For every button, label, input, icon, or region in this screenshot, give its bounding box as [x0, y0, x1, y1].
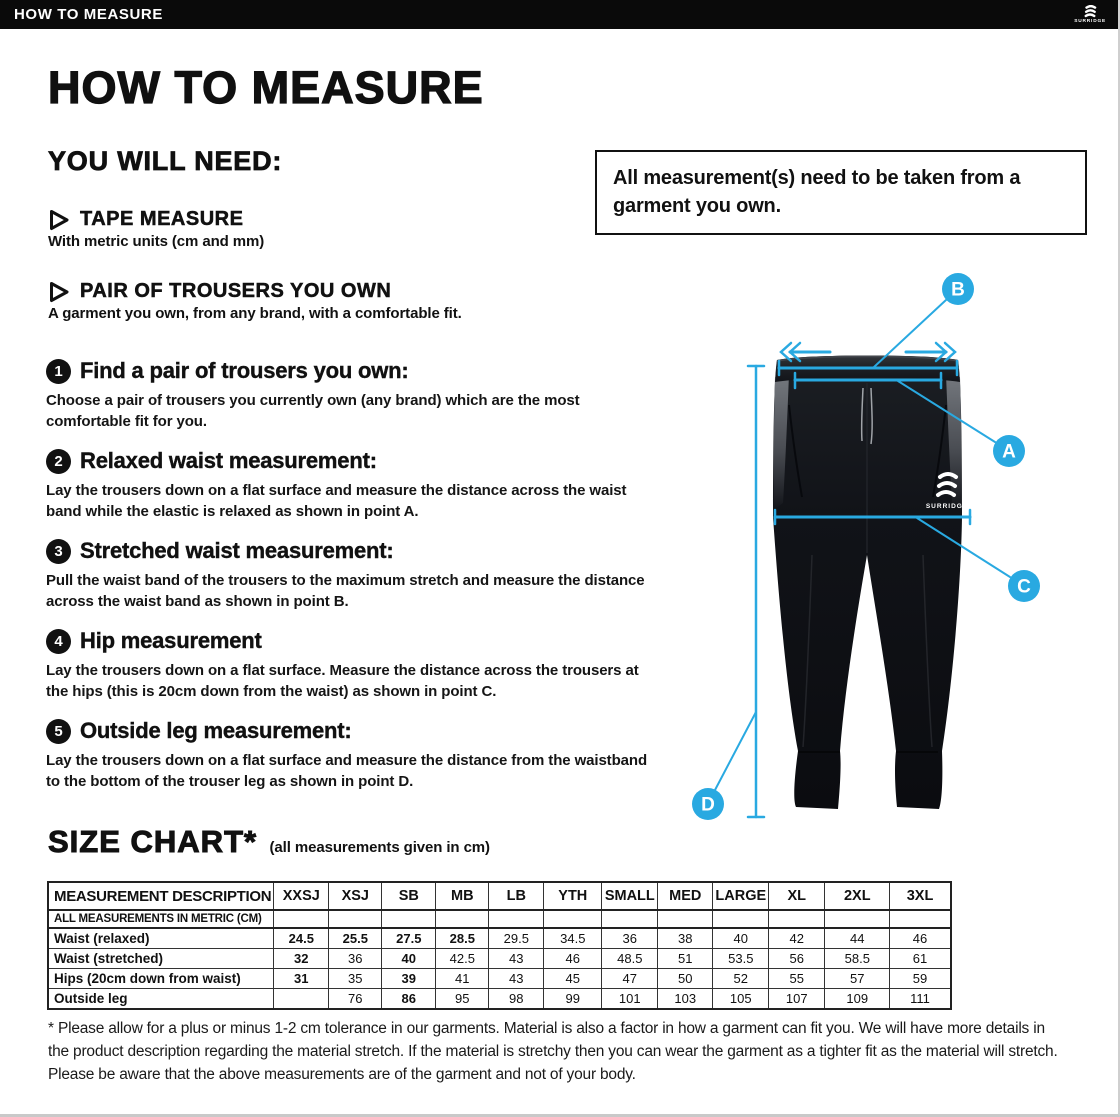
measurement-row-label: ALL MEASUREMENTS IN METRIC (CM): [48, 910, 274, 928]
size-column-header: SB: [382, 882, 436, 910]
size-chart-row: [48, 989, 951, 1010]
size-value-cell: 52: [713, 969, 769, 989]
size-value-cell: 45: [544, 969, 602, 989]
marker-a: [993, 435, 1025, 467]
measurement-row-label: Waist (stretched): [48, 949, 274, 969]
svg-text:A: A: [1002, 441, 1016, 463]
page-title: HOW TO MEASURE: [48, 62, 484, 113]
size-value-cell: 76: [329, 989, 382, 1010]
step-2: [46, 448, 658, 522]
measurement-row-label: Outside leg: [48, 989, 274, 1010]
step-title: Outside leg measurement:: [80, 718, 352, 743]
step-number-badge: 1: [46, 359, 71, 384]
size-value-cell: [544, 910, 602, 928]
size-value-cell: 43: [489, 969, 544, 989]
size-value-cell: 32: [274, 949, 329, 969]
step-body: Pull the waist band of the trousers to the maximum stretch and measure the distance across the waist band as shown in point B.: [46, 572, 645, 610]
size-value-cell: [658, 910, 713, 928]
need-item-label: TAPE MEASURE: [80, 208, 244, 230]
step-title: Hip measurement: [80, 628, 262, 653]
triangle-bullet-icon: [48, 281, 70, 303]
size-column-header: 2XL: [825, 882, 890, 910]
size-value-cell: 28.5: [436, 928, 489, 949]
step-number-badge: 2: [46, 449, 71, 474]
size-column-header: MB: [436, 882, 489, 910]
need-item-desc: A garment you own, from any brand, with a comfortable fit.: [48, 305, 462, 322]
size-value-cell: 42: [769, 928, 825, 949]
surridge-logo-text: SURRIDGE: [1074, 19, 1106, 24]
size-value-cell: 107: [769, 989, 825, 1010]
tolerance-footnote: * Please allow for a plus or minus 1-2 cm tolerance in our garments. Material is also a factor in how a garment can fit you. We will have more details in the product description regarding the material stretch. If the material is stretchy then you can wear the garment as a tighter fit as the material will stretch. Please be aware that the above measurements are of the garment and not of your body.: [48, 1020, 1058, 1083]
size-chart-header-row: [48, 882, 951, 910]
size-column-header: LB: [489, 882, 544, 910]
size-value-cell: 43: [489, 949, 544, 969]
garment-logo-text: SURRIDGE: [925, 503, 969, 510]
marker-b: [942, 273, 974, 305]
size-column-header: YTH: [544, 882, 602, 910]
size-value-cell: 59: [890, 969, 951, 989]
size-value-cell: 47: [602, 969, 658, 989]
size-value-cell: 46: [890, 928, 951, 949]
size-value-cell: 61: [890, 949, 951, 969]
triangle-bullet-icon: [48, 209, 70, 231]
size-value-cell: 40: [713, 928, 769, 949]
svg-text:C: C: [1017, 576, 1031, 598]
size-value-cell: 101: [602, 989, 658, 1010]
measurement-row-label: Waist (relaxed): [48, 928, 274, 949]
size-value-cell: 27.5: [382, 928, 436, 949]
top-bar: [0, 0, 1118, 29]
size-value-cell: 56: [769, 949, 825, 969]
size-value-cell: 34.5: [544, 928, 602, 949]
size-value-cell: [602, 910, 658, 928]
step-number-badge: 3: [46, 539, 71, 564]
size-value-cell: 111: [890, 989, 951, 1010]
window-title: HOW TO MEASURE: [14, 6, 163, 23]
need-item-desc: With metric units (cm and mm): [48, 233, 265, 250]
step-5: [46, 718, 658, 792]
size-value-cell: 53.5: [713, 949, 769, 969]
size-value-cell: 51: [658, 949, 713, 969]
trousers-image: [773, 356, 968, 810]
size-value-cell: [713, 910, 769, 928]
size-value-cell: [274, 989, 329, 1010]
marker-c: [1008, 570, 1040, 602]
size-chart-table: [47, 881, 952, 1010]
size-value-cell: 42.5: [436, 949, 489, 969]
size-chart-title: SIZE CHART*: [48, 824, 258, 859]
size-chart-subtitle: (all measurements given in cm): [269, 839, 490, 856]
size-value-cell: 50: [658, 969, 713, 989]
marker-d: [692, 788, 724, 820]
size-value-cell: 99: [544, 989, 602, 1010]
size-value-cell: 41: [436, 969, 489, 989]
step-1: [46, 358, 658, 432]
size-value-cell: 36: [329, 949, 382, 969]
size-value-cell: 44: [825, 928, 890, 949]
size-chart-row: [48, 910, 951, 928]
size-value-cell: 46: [544, 949, 602, 969]
size-chart-row: [48, 969, 951, 989]
step-body: Lay the trousers down on a flat surface. Measure the distance across the trousers at the hips (this is 20cm down from the waist) as shown in point C.: [46, 662, 639, 700]
size-value-cell: 57: [825, 969, 890, 989]
size-column-header: 3XL: [890, 882, 951, 910]
size-value-cell: 109: [825, 989, 890, 1010]
need-item-trousers: [48, 280, 648, 322]
size-value-cell: 95: [436, 989, 489, 1010]
step-title: Relaxed waist measurement:: [80, 448, 377, 473]
size-value-cell: 40: [382, 949, 436, 969]
trousers-diagram: [690, 255, 1060, 850]
size-value-cell: 24.5: [274, 928, 329, 949]
size-value-cell: [382, 910, 436, 928]
size-value-cell: 29.5: [489, 928, 544, 949]
size-value-cell: 31: [274, 969, 329, 989]
size-value-cell: [890, 910, 951, 928]
surridge-logo-icon: [1082, 5, 1099, 18]
svg-text:D: D: [701, 794, 715, 816]
size-value-cell: 39: [382, 969, 436, 989]
need-item-tape-measure: [48, 208, 648, 250]
you-will-need-title: YOU WILL NEED:: [48, 146, 283, 176]
size-value-cell: 103: [658, 989, 713, 1010]
step-4: [46, 628, 658, 702]
need-item-label: PAIR OF TROUSERS YOU OWN: [80, 280, 392, 302]
measurement-note-box: All measurement(s) need to be taken from a garment you own.: [595, 150, 1087, 235]
size-value-cell: [769, 910, 825, 928]
size-value-cell: [489, 910, 544, 928]
size-value-cell: 86: [382, 989, 436, 1010]
size-value-cell: 48.5: [602, 949, 658, 969]
size-column-header: MED: [658, 882, 713, 910]
size-value-cell: 38: [658, 928, 713, 949]
size-chart-row: [48, 949, 951, 969]
size-value-cell: [825, 910, 890, 928]
step-number-badge: 4: [46, 629, 71, 654]
size-column-header: XXSJ: [274, 882, 329, 910]
size-value-cell: 36: [602, 928, 658, 949]
size-value-cell: 98: [489, 989, 544, 1010]
size-value-cell: [436, 910, 489, 928]
size-value-cell: 105: [713, 989, 769, 1010]
step-3: [46, 538, 658, 612]
svg-text:B: B: [951, 279, 965, 301]
size-chart-heading: [48, 824, 490, 860]
measurement-row-label: Hips (20cm down from waist): [48, 969, 274, 989]
size-value-cell: 55: [769, 969, 825, 989]
step-title: Stretched waist measurement:: [80, 538, 394, 563]
step-number-badge: 5: [46, 719, 71, 744]
size-value-cell: [274, 910, 329, 928]
step-body: Choose a pair of trousers you currently own (any brand) which are the most comfortable fit for you.: [46, 392, 580, 430]
size-chart-row: [48, 928, 951, 949]
measurement-description-header: MEASUREMENT DESCRIPTION: [48, 882, 274, 910]
surridge-logo: [1074, 5, 1110, 24]
step-body: Lay the trousers down on a flat surface and measure the distance from the waistband to the bottom of the trouser leg as shown in point D.: [46, 752, 648, 790]
size-value-cell: 25.5: [329, 928, 382, 949]
size-value-cell: 35: [329, 969, 382, 989]
step-title: Find a pair of trousers you own:: [80, 358, 409, 383]
size-column-header: XSJ: [329, 882, 382, 910]
size-column-header: LARGE: [713, 882, 769, 910]
size-value-cell: 58.5: [825, 949, 890, 969]
size-column-header: SMALL: [602, 882, 658, 910]
size-value-cell: [329, 910, 382, 928]
step-body: Lay the trousers down on a flat surface and measure the distance across the waist band while the elastic is relaxed as shown in point A.: [46, 482, 627, 520]
size-column-header: XL: [769, 882, 825, 910]
